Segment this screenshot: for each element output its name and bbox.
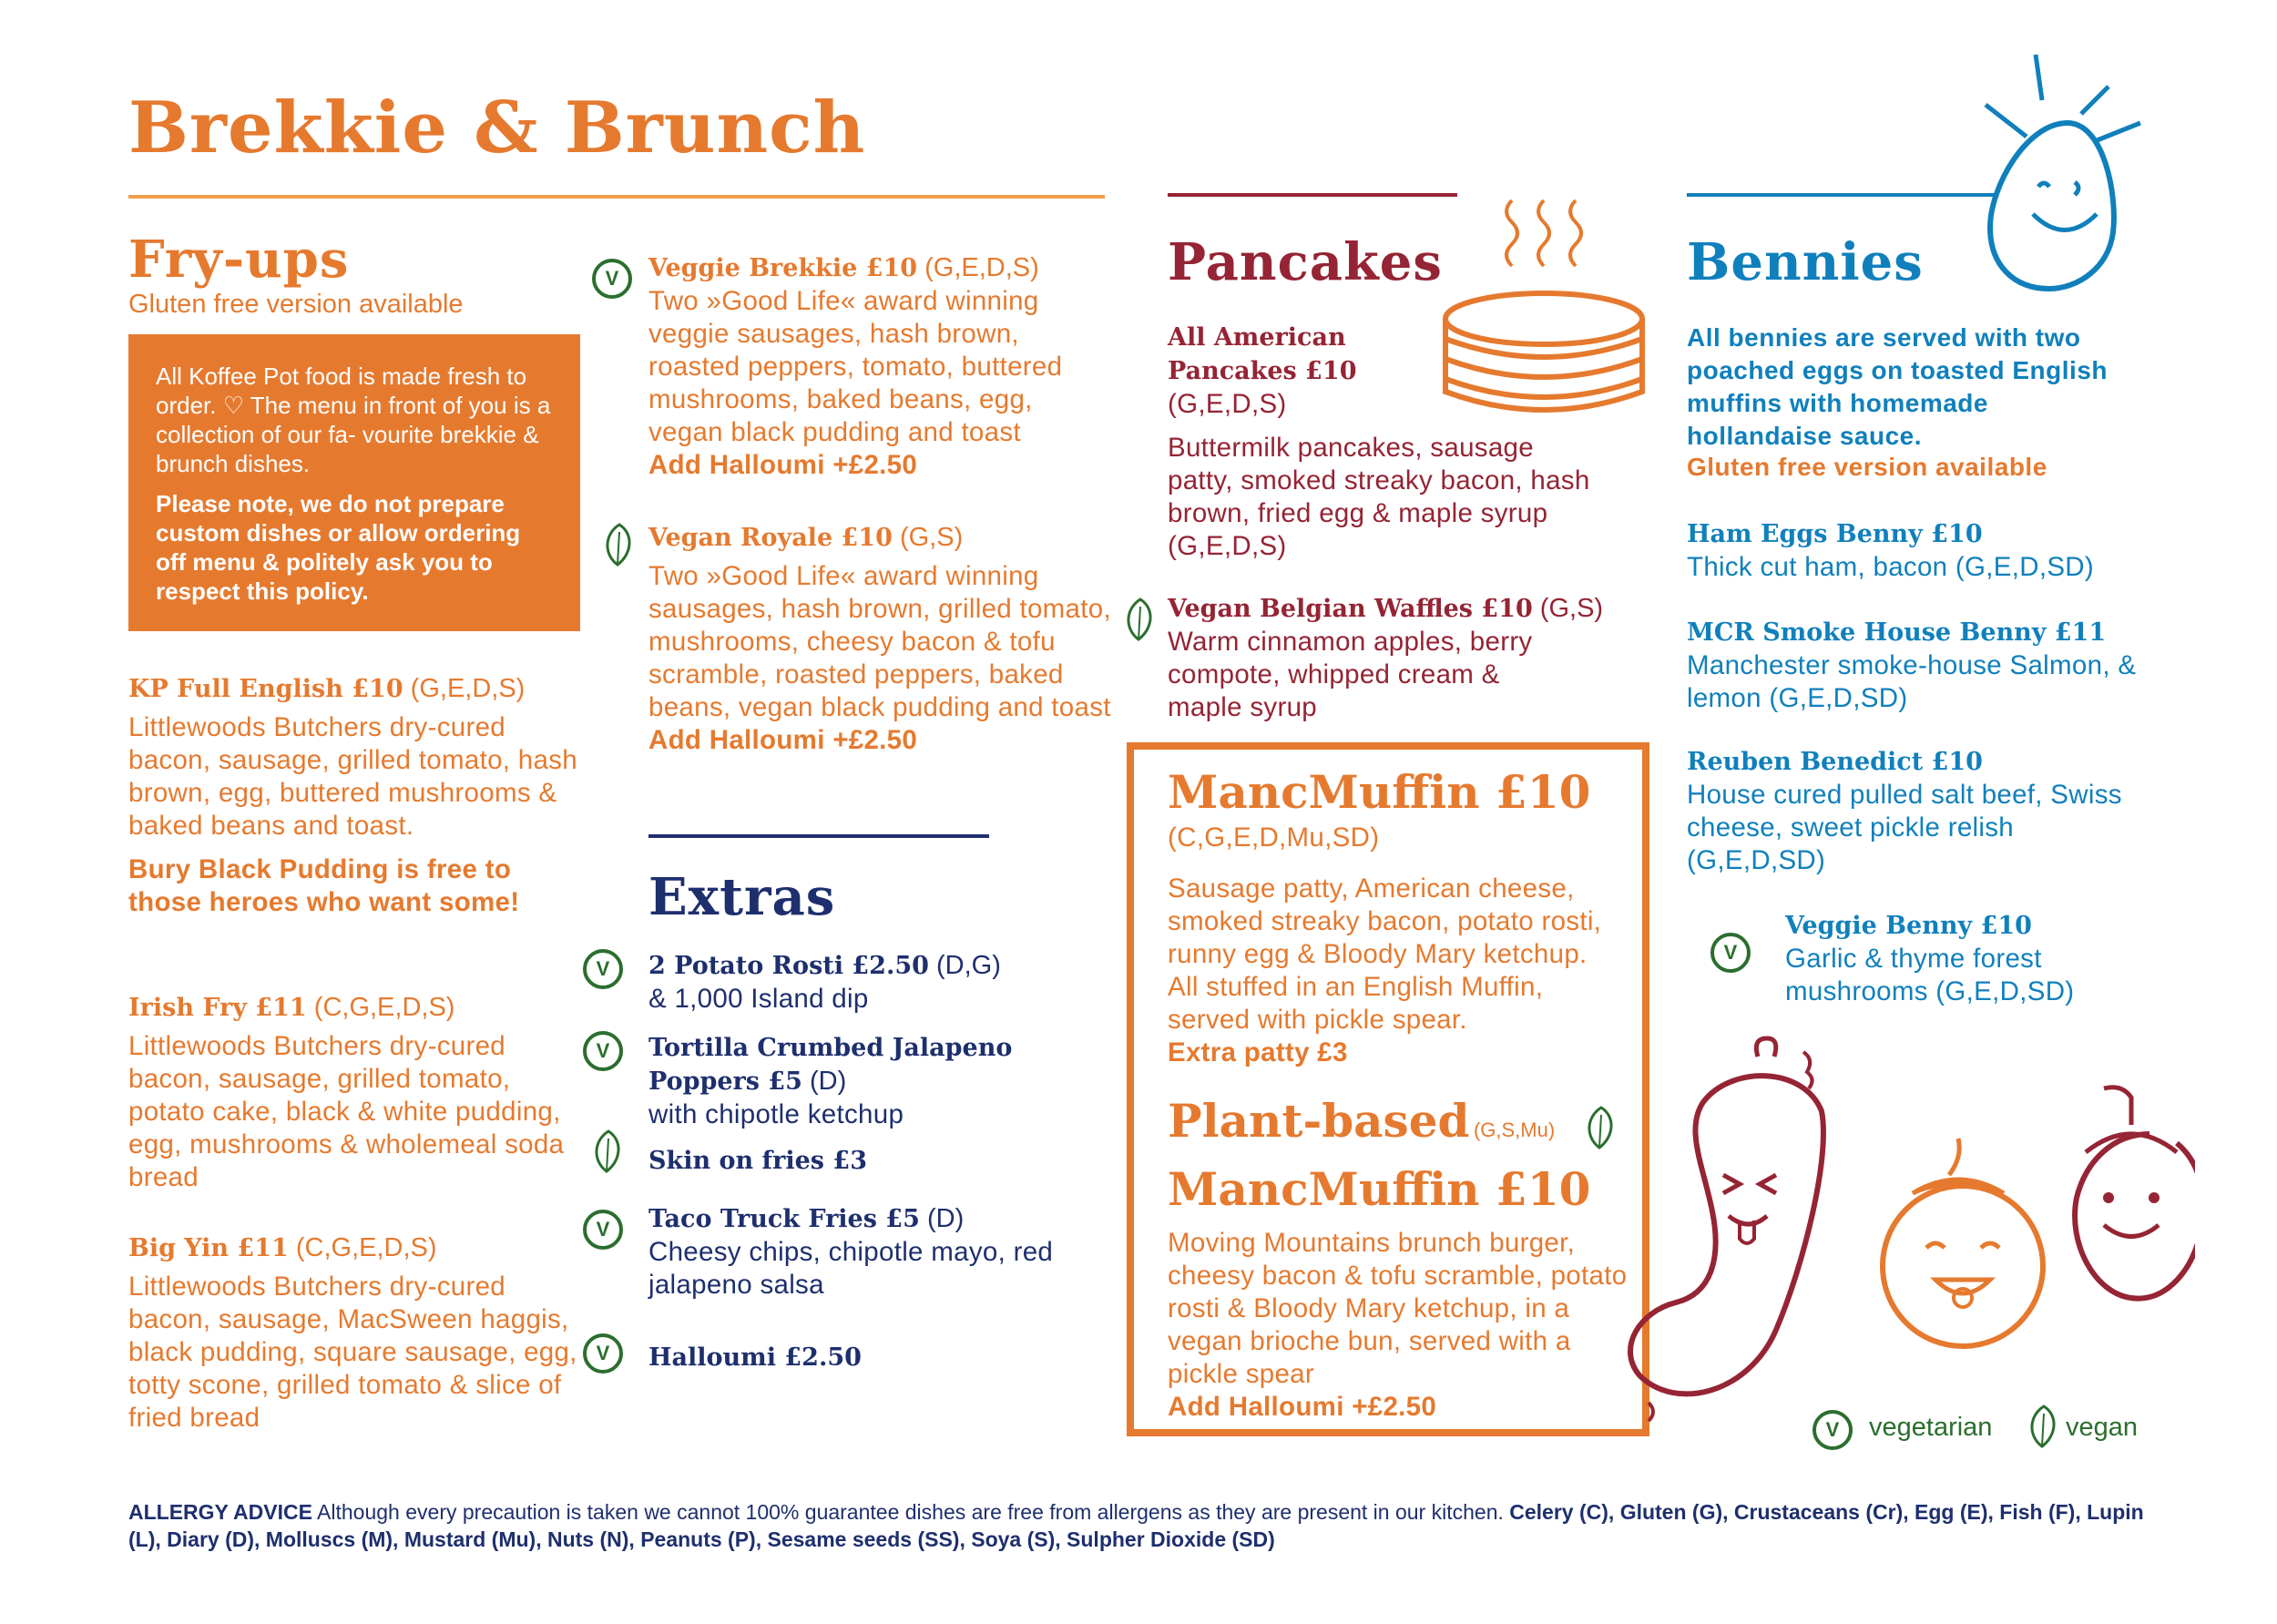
extra-taco-fries xyxy=(648,1202,1104,1302)
vegetarian-badge-icon: V xyxy=(592,259,632,299)
dish-codes: (G,E,D,S) xyxy=(410,674,526,703)
dish-irish-fry xyxy=(128,991,584,1194)
bennies-gf-note: Gluten free version available xyxy=(1687,453,2047,481)
dish-desc: Thick cut ham, bacon (G,E,D,SD) xyxy=(1687,552,2095,582)
dish-name: 2 Potato Rosti £2.50 xyxy=(648,952,929,980)
vegan-legend-leaf-icon xyxy=(2024,1403,2064,1452)
dish-desc: House cured pulled salt beef, Swiss cheese, sweet pickle relish (G,E,D,SD) xyxy=(1687,780,2122,875)
dish-desc: Garlic & thyme forest mushrooms (G,E,D,SD) xyxy=(1785,944,2075,1006)
dish-name: Big Yin £11 xyxy=(128,1234,289,1262)
dish-reuben-benedict xyxy=(1687,745,2142,877)
dish-mancmuffin xyxy=(1168,765,1623,1069)
dish-vegan-waffles xyxy=(1168,592,1623,724)
vegan-leaf-icon xyxy=(599,521,639,570)
dish-desc: with chipotle ketchup xyxy=(648,1099,904,1129)
dish-codes: (C,G,E,D,S) xyxy=(313,993,455,1022)
dish-veggie-benny xyxy=(1785,909,2149,1008)
vegetarian-badge-icon: V xyxy=(583,1210,623,1250)
dish-all-american-pancakes xyxy=(1168,321,1596,563)
dish-veggie-brekkie xyxy=(648,251,1104,482)
legend-vegetarian: vegetarian xyxy=(1869,1413,1993,1442)
bennies-heading: Bennies xyxy=(1687,232,1924,292)
extra-jalapeno-poppers xyxy=(648,1031,1077,1131)
dish-name: Tortilla Crumbed Jalapeno Poppers £5 xyxy=(648,1034,1013,1096)
vegetarian-badge-icon: V xyxy=(1710,933,1751,973)
dish-codes: (D,G) xyxy=(936,951,1001,980)
dish-name: All American Pancakes £10 xyxy=(1168,323,1357,385)
dish-desc: Two »Good Life« award winning sausages, hash brown, grilled tomato, mushrooms, cheesy bacon & tofu scramble, roasted peppers, baked beans, vegan black pudding and toast xyxy=(648,561,1111,722)
tomato-character-icon xyxy=(2068,1079,2195,1307)
dish-name: Halloumi £2.50 xyxy=(648,1343,862,1372)
vegan-leaf-icon xyxy=(588,1128,628,1177)
allergy-text: Although every precaution is taken we cannot 100% guarantee dishes are free from allergens as they are present in our kitchen. xyxy=(317,1500,1504,1524)
dish-codes: (C,G,E,D,Mu,SD) xyxy=(1168,822,1380,853)
dish-name-line2: MancMuffin £10 xyxy=(1168,1162,1591,1216)
orange-character-icon xyxy=(1876,1129,2058,1366)
dish-extra: Extra patty £3 xyxy=(1168,1037,1348,1067)
dish-name: Vegan Belgian Waffles £10 xyxy=(1168,595,1533,623)
fryups-subheading: Gluten free version available xyxy=(128,290,464,319)
dish-ham-eggs-benny xyxy=(1687,517,2142,584)
dish-name: Skin on fries £3 xyxy=(648,1147,867,1175)
dish-name: MCR Smoke House Benny £11 xyxy=(1687,618,2107,647)
page-title: Brekkie & Brunch xyxy=(128,87,866,169)
dish-desc: Cheesy chips, chipotle mayo, red jalapeno salsa xyxy=(648,1237,1054,1300)
dish-extra: Bury Black Pudding is free to those heroes who want some! xyxy=(128,854,520,917)
dish-codes: (G,S,Mu) xyxy=(1473,1118,1556,1141)
notice-text: All Koffee Pot food is made fresh to order. ♡ The menu in front of you is a collection of our fa- vourite brekkie & brunch dishes. xyxy=(156,363,551,477)
dish-desc: Warm cinnamon apples, berry compote, whipped cream & maple syrup xyxy=(1168,627,1533,722)
extras-heading: Extras xyxy=(648,867,836,927)
dish-desc: Littlewoods Butchers dry-cured bacon, sausage, grilled tomato, potato cake, black & white pudding, egg, mushrooms & wholemeal soda bread xyxy=(128,1031,565,1192)
dish-codes: (G,S) xyxy=(899,523,964,552)
dish-kp-full-english xyxy=(128,672,584,919)
dish-name: Ham Eggs Benny £10 xyxy=(1687,520,1983,548)
dish-name: Vegan Royale £10 xyxy=(648,524,893,552)
dish-codes: (D) xyxy=(809,1067,847,1096)
dish-desc: Littlewoods Butchers dry-cured bacon, sausage, grilled tomato, hash brown, egg, buttered mushrooms & baked beans and toast. xyxy=(128,712,577,841)
extra-potato-rosti xyxy=(648,949,1104,1016)
dish-codes: (C,G,E,D,S) xyxy=(295,1233,437,1262)
vegan-leaf-icon xyxy=(1120,596,1160,645)
dish-codes: (G,S) xyxy=(1539,594,1604,623)
dish-desc: Sausage patty, American cheese, smoked streaky bacon, potato rosti, runny egg & Bloody Mary ketchup. All stuffed in an English Muffin, served with pickle spear. xyxy=(1168,873,1602,1035)
dish-name: KP Full English £10 xyxy=(128,675,403,703)
dish-plant-based-mancmuffin xyxy=(1168,1093,1632,1424)
dish-desc: Moving Mountains brunch burger, cheesy bacon & tofu scramble, potato rosti & Bloody Mary ketchup, in a vegan brioche bun, served with a pickle spear xyxy=(1168,1228,1628,1389)
allergy-advice xyxy=(128,1498,2160,1553)
extra-skin-on-fries xyxy=(648,1144,867,1178)
vegetarian-badge-icon: V xyxy=(583,1333,623,1374)
dish-codes: (G,E,D,S) xyxy=(1168,389,1287,419)
dish-desc: Manchester smoke-house Salmon, & lemon (G,E,D,SD) xyxy=(1687,650,2137,713)
allergy-list: Celery (C), Gluten (G), Crustaceans (Cr), Egg (E), Fish (F), Lupin (L), Diary (D), Molluscs (M), Mustard (Mu), Nuts (N), Peanuts (P), Sesame seeds (SS), Soya (S), Sulpher Dioxide (SD) xyxy=(128,1500,2144,1551)
extras-divider xyxy=(648,834,989,838)
dish-mcr-smoke-house-benny xyxy=(1687,616,2142,715)
dish-name: MancMuffin £10 xyxy=(1168,765,1591,819)
dish-desc: & 1,000 Island dip xyxy=(648,984,869,1014)
notice-box xyxy=(128,334,580,631)
title-divider xyxy=(128,195,1105,199)
dish-codes: (G,E,D,S) xyxy=(924,253,1039,282)
dish-desc: Two »Good Life« award winning veggie sausages, hash brown, roasted peppers, tomato, buttered mushrooms, baked beans, egg, vegan black pudding and toast xyxy=(648,286,1063,447)
dish-name: Veggie Brekkie £10 xyxy=(648,254,918,282)
dish-codes: (D) xyxy=(926,1204,965,1233)
bennies-divider xyxy=(1687,193,1996,197)
dish-extra: Add Halloumi +£2.50 xyxy=(1168,1392,1437,1422)
dish-extra: Add Halloumi +£2.50 xyxy=(648,725,918,755)
extra-halloumi xyxy=(648,1341,862,1374)
fryups-heading: Fry-ups xyxy=(128,230,350,290)
dish-extra: Add Halloumi +£2.50 xyxy=(648,450,918,480)
vegetarian-legend-icon: V xyxy=(1812,1410,1853,1450)
vegetarian-badge-icon: V xyxy=(583,949,623,989)
vegetarian-badge-icon: V xyxy=(583,1031,623,1071)
egg-character-icon xyxy=(1967,50,2159,305)
dish-name: Veggie Benny £10 xyxy=(1785,912,2032,940)
dish-name: Reuben Benedict £10 xyxy=(1687,748,1983,776)
bennies-intro: All bennies are served with two poached eggs on toasted English muffins with homemade hollandaise sauce. xyxy=(1687,323,2108,450)
dish-name: Taco Truck Fries £5 xyxy=(648,1205,920,1233)
legend-vegan: vegan xyxy=(2066,1413,2139,1442)
dish-name: Irish Fry £11 xyxy=(128,994,307,1022)
pancakes-heading: Pancakes xyxy=(1168,232,1443,292)
notice-policy: Please note, we do not prepare custom dishes or allow ordering off menu & politely ask you to respect this policy. xyxy=(156,490,521,605)
vegan-leaf-icon xyxy=(1581,1104,1621,1153)
dish-big-yin xyxy=(128,1231,584,1435)
dish-name: Plant-based xyxy=(1168,1094,1470,1148)
dish-desc: Buttermilk pancakes, sausage patty, smoked streaky bacon, hash brown, fried egg & maple syrup (G,E,D,S) xyxy=(1168,433,1590,561)
dish-desc: Littlewoods Butchers dry-cured bacon, sausage, MacSween haggis, black pudding, square sausage, egg, totty scone, grilled tomato & slice of fried bread xyxy=(128,1272,577,1433)
allergy-label: ALLERGY ADVICE xyxy=(128,1500,312,1524)
dish-vegan-royale xyxy=(648,521,1113,757)
